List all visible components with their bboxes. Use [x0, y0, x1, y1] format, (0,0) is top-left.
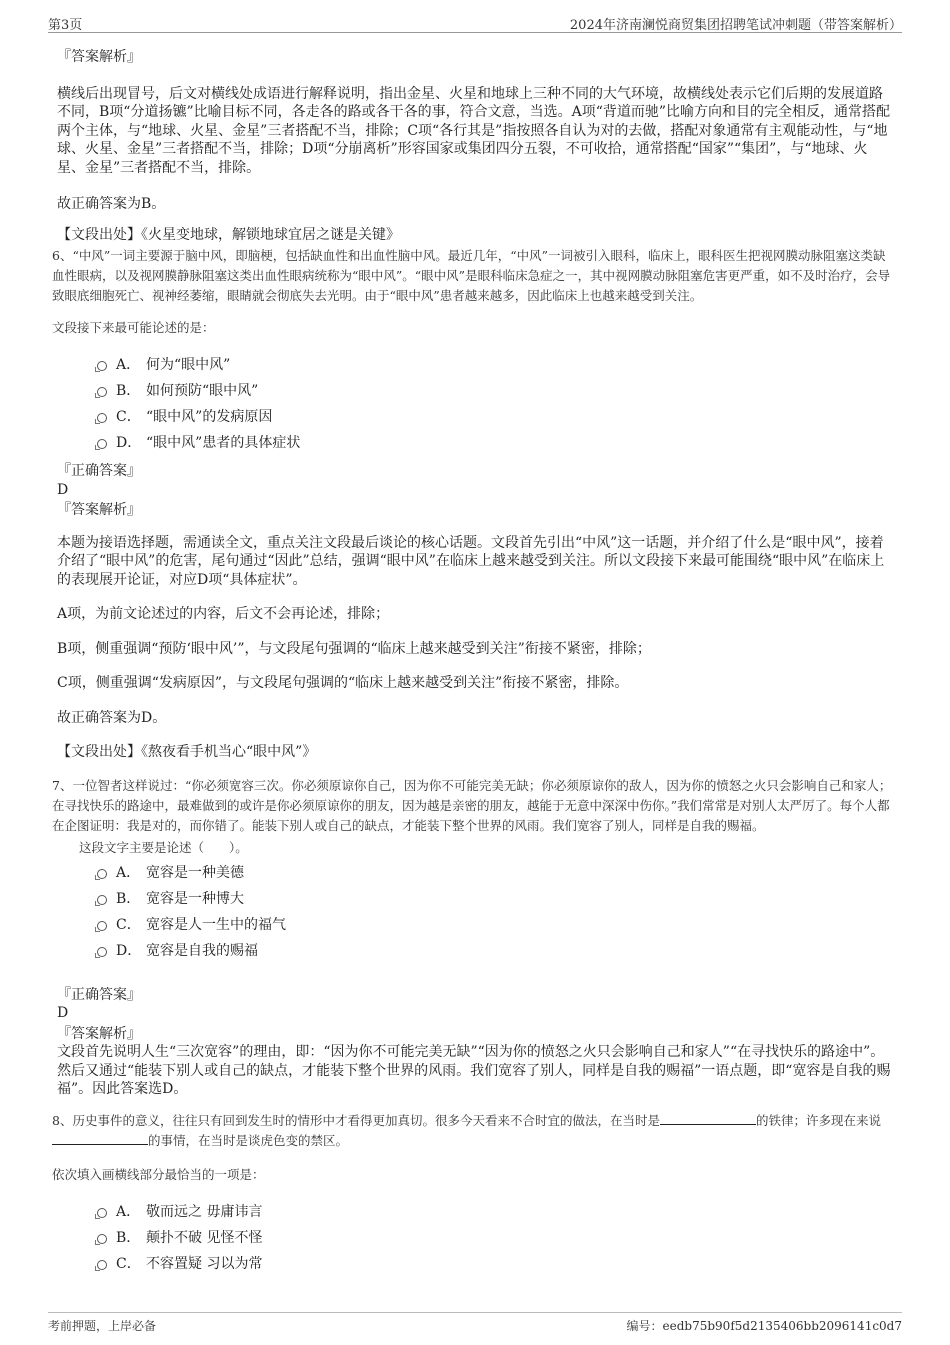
q5-source: 【文段出处】《火星变地球，解锁地球宜居之谜是关键》 [57, 226, 400, 243]
radio-icon[interactable] [97, 921, 107, 931]
footer-code [627, 1317, 902, 1334]
q8-prompt: 依次填入画横线部分最恰当的一项是： [52, 1166, 265, 1182]
q6-option-c[interactable] [97, 404, 892, 430]
footer-code-value: eedb75b90f5d2135406bb2096141c0d7 [662, 1319, 902, 1333]
q6-analysis-label: 『答案解析』 [57, 502, 141, 518]
option-text: 颠扑不破 见怪不怪 [146, 1229, 263, 1246]
q7-answer-label: 『正确答案』 [57, 986, 141, 1003]
q5-conclusion: 故正确答案为B。 [57, 196, 166, 212]
q6-exclusion-b: B项，侧重强调“预防‘眼中风’”，与文段尾句强调的“临床上越来越受到关注”衔接不紧密，排除； [57, 640, 651, 657]
q7-option-b[interactable] [97, 886, 892, 912]
radio-icon[interactable] [97, 361, 107, 371]
q7-option-d[interactable] [97, 938, 892, 964]
option-text: 宽容是一种博大 [146, 890, 244, 907]
q7-option-c[interactable] [97, 912, 892, 938]
option-text: 不容置疑 习以为常 [146, 1255, 263, 1272]
page-number: 第3页 [48, 18, 83, 33]
option-letter: A． [116, 357, 141, 373]
q8-stem-part-b: 的铁律；许多现在来说 [755, 1112, 881, 1128]
radio-icon[interactable] [97, 1208, 107, 1218]
radio-icon[interactable] [97, 1234, 107, 1244]
radio-icon[interactable] [97, 1260, 107, 1270]
q7-prompt: 这段文字主要是论述（ ）。 [79, 839, 248, 855]
option-text: 宽容是自我的赐福 [146, 942, 258, 959]
footer-slogan: 考前押题，上岸必备 [48, 1319, 157, 1333]
q6-option-d[interactable] [97, 430, 892, 456]
q6-analysis: 本题为接语选择题，需通读全文，重点关注文段最后谈论的核心话题。文段首先引出“中风”这一话题，并介绍了什么是“眼中风”，接着介绍了“眼中风”的危害，尾句通过“因此”总结，强调“眼中风”在临床上越来越受到关注。所以文段接下来最可能围绕“眼中风”在临床上的表现展开论证，对应D项“具体症状”。 [57, 534, 885, 588]
q5-analysis: 横线后出现冒号，后文对横线处成语进行解释说明，指出金星、火星和地球上三种不同的大气环境，故横线处表示它们后期的发展道路不同，B项“分道扬镳”比喻目标不同，各走各的路或各干各的事，符合文意，当选。A项“背道而驰”比喻方向和目的完全相反，通常搭配两个主体，与“地球、火星、金星”三者搭配不当，排除；C项“各行其是”指按照各自认为对的去做，搭配对象通常有主观能动性，与“地球、火星、金星”三者搭配不当，排除；D项“分崩离析”形容国家或集团四分五裂，不可收拾，通常搭配“国家”“集团”，与“地球、火星、金星”三者搭配不当，排除。 [57, 85, 891, 176]
q8-stem [52, 1111, 892, 1151]
q5-analysis-label: 『答案解析』 [57, 49, 141, 65]
option-letter: C． [116, 409, 141, 425]
option-letter: C． [116, 916, 141, 933]
q6-answer: D [57, 481, 69, 498]
q6-options [57, 352, 892, 456]
option-text: 如何预防“眼中风” [146, 383, 259, 399]
radio-icon[interactable] [97, 413, 107, 423]
option-letter: C． [116, 1255, 141, 1272]
footer-code-label: 编号： [626, 1319, 663, 1333]
q7-stem: 7、一位智者这样说过：“你必须宽容三次。你必须原谅你自己，因为你不可能完美无缺；你必须原谅你的敌人，因为你的愤怒之火只会影响自己和家人；在寻找快乐的路途中，最难做到的或许是你必须原谅你的朋友，因为越是亲密的朋友，越能于无意中深深中伤你。”我们常常是对别人太严厉了。每个人都在企图证明：我是对的，而你错了。能装下别人或自己的缺点，才能装下整个世界的风雨。我们宽容了别人，同样是自我的赐福。 [52, 777, 892, 833]
q8-options [57, 1199, 892, 1277]
document-body [52, 44, 892, 1277]
q7-options [57, 860, 892, 964]
option-text: 宽容是一种美德 [146, 864, 244, 881]
q7-option-a[interactable] [97, 860, 892, 886]
q6-stem: 6、“中风”一词主要源于脑中风，即脑梗，包括缺血性和出血性脑中风。最近几年，“中风”一词被引入眼科，临床上，眼科医生把视网膜动脉阻塞这类缺血性眼病，以及视网膜静脉阻塞这类出血性眼病统称为“眼中风”。“眼中风”是眼科临床急症之一，其中视网膜动脉阻塞危害更严重，如不及时治疗，会导致眼底细胞死亡、视神经萎缩，眼睛就会彻底失去光明。由于“眼中风”患者越来越多，因此临床上也越来越受到关注。 [52, 248, 891, 303]
fill-blank-1[interactable] [660, 1112, 756, 1125]
q8-stem-part-a: 8、历史事件的意义，往往只有回到发生时的情形中才看得更加真切。很多今天看来不合时宜的做法，在当时是 [52, 1112, 660, 1128]
option-text: 何为“眼中风” [146, 357, 231, 373]
q6-exclusion-c: C项，侧重强调“发病原因”，与文段尾句强调的“临床上越来越受到关注”衔接不紧密，排除。 [57, 675, 629, 691]
q7-analysis: 文段首先说明人生“三次宽容”的理由，即：“因为你不可能完美无缺”“因为你的愤怒之火只会影响自己和家人”“在寻找快乐的路途中”。然后又通过“能装下别人或自己的缺点，才能装下整个世界的风雨。我们宽容了别人，同样是自我的赐福”一语点题，即“宽容是自我的赐福”。因此答案选D。 [57, 1044, 891, 1097]
option-letter: B． [116, 383, 141, 399]
option-text: “眼中风”的发病原因 [146, 409, 273, 425]
option-letter: B． [116, 890, 141, 907]
radio-icon[interactable] [97, 387, 107, 397]
option-letter: A． [116, 1203, 141, 1220]
q6-exclusion-a: A项，为前文论述过的内容，后文不会再论述，排除； [57, 606, 390, 622]
option-letter: D． [116, 435, 142, 451]
option-text: 敬而远之 毋庸讳言 [146, 1203, 263, 1220]
radio-icon[interactable] [97, 439, 107, 449]
fill-blank-2[interactable] [52, 1132, 148, 1145]
document-title: 2024年济南澜悦商贸集团招聘笔试冲刺题（带答案解析） [569, 18, 902, 33]
q6-conclusion: 故正确答案为D。 [57, 709, 167, 726]
page-footer [48, 1312, 902, 1331]
radio-icon[interactable] [97, 869, 107, 879]
q6-option-a[interactable] [97, 352, 892, 378]
option-text: 宽容是人一生中的福气 [146, 916, 286, 933]
radio-icon[interactable] [97, 895, 107, 905]
page-header [48, 12, 902, 33]
q6-prompt: 文段接下来最可能论述的是： [52, 320, 215, 335]
option-letter: A． [116, 864, 141, 881]
option-letter: D． [116, 942, 142, 959]
q8-option-a[interactable] [97, 1199, 892, 1225]
q6-answer-label: 『正确答案』 [57, 463, 141, 479]
q6-option-b[interactable] [97, 378, 892, 404]
q7-analysis-label: 『答案解析』 [57, 1025, 141, 1042]
q8-option-c[interactable] [97, 1251, 892, 1277]
radio-icon[interactable] [97, 947, 107, 957]
option-letter: B． [116, 1229, 141, 1246]
option-text: “眼中风”患者的具体症状 [146, 435, 301, 451]
q8-option-b[interactable] [97, 1225, 892, 1251]
q6-source: 【文段出处】《熬夜看手机当心“眼中风”》 [57, 744, 317, 760]
q8-stem-part-c: 的事情，在当时是谈虎色变的禁区。 [148, 1132, 349, 1148]
q7-answer: D [57, 1005, 69, 1021]
